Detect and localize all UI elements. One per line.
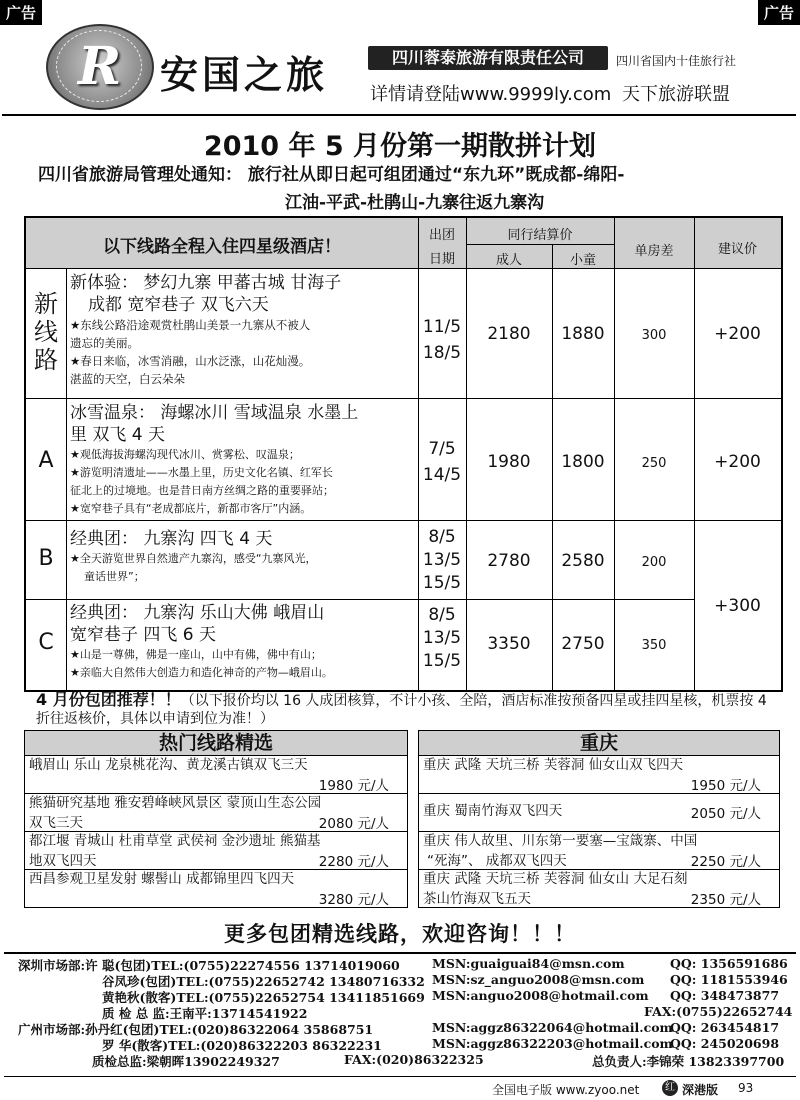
header-suggest: 建议价 [717,242,757,257]
ad-label-right: 广告 [758,0,800,25]
hot-route-price: 3280 元/人 [318,892,389,908]
header-price: 同行结算价 [507,228,573,243]
hot-route-item: 西昌参观卫星发射 螺髻山 成都锦里四飞四天 3280 元/人 [25,870,407,908]
header-date: 日期 [428,252,455,267]
price-adult: 1980 [487,452,531,472]
price-single: 250 [641,456,667,471]
cq-route-price: 2350 元/人 [690,892,761,908]
page-title: 2010 年 5 月份第一期散拼计划 [203,131,597,162]
route-title: 里 双飞 4 天 [70,425,166,445]
april-note: （以下报价均以 16 人成团核算，不计小孩、全陪，酒店标准按预备四星或挂四星核，机票按 4 折往返核价，具体以申请到位为准！） [36,693,767,727]
dates-b: 8/5 13/5 15/5 [422,527,462,593]
hot-route-price: 2080 元/人 [318,816,389,832]
more-routes-banner: 更多包团精选线路，欢迎咨询！！！ [224,922,576,946]
header-adult: 成人 [495,253,522,268]
route-title: 成都 宽窄巷子 双飞六天 [88,295,269,315]
price-suggest: +200 [714,324,761,344]
brand-name: 安国之旅 [160,52,329,97]
price-adult: 2780 [487,551,531,571]
route-note: 童话世界”； [84,570,145,583]
company-name: 四川蓉泰旅游有限责任公司 [368,46,608,70]
hot-route-price: 1980 元/人 [318,778,389,794]
header-child: 小童 [569,253,596,268]
price-child: 2580 [561,551,605,571]
price-single: 350 [641,638,667,653]
col-line [614,218,615,690]
cq-route-item: 重庆 蜀南竹海双飞四天 2050 元/人 [419,794,779,832]
route-note: ★游览明清遗址——水墨上里，历史文化名镇、红军长 [70,466,333,479]
chongqing-title: 重庆 [419,731,779,756]
cq-route-price: 1950 元/人 [690,778,761,794]
dates-new: 11/5 18/5 [422,317,462,363]
price-child: 2750 [561,634,605,654]
hot-routes-box [24,730,408,908]
contact-row: 广州市场部:孙丹红(包团)TEL:(020)86322064 35868751 MSN:aggz86322064@hotmail.com QQ: 263454817 [18,1020,780,1037]
price-adult: 2180 [487,324,531,344]
top-ten-badge: 四川省国内十佳旅行社 [616,54,737,68]
route-note: ★山是一尊佛，佛是一座山，山中有佛，佛中有山； [70,648,322,661]
contact-row: 黄艳秋(散客)TEL:(0755)22652754 13411851669 MSN:anguo2008@hotmail.com QQ: 348473877 [102,988,780,1005]
union-text: 天下旅游联盟 [622,84,730,105]
route-table [24,216,783,692]
price-suggest: +200 [714,452,761,472]
price-adult: 3350 [487,634,531,654]
hot-route-item: 熊猫研究基地 雅安碧峰峡风景区 蒙顶山生态公园 双飞三天 2080 元/人 [25,794,407,832]
hot-routes-title: 热门线路精选 [25,731,407,756]
april-title: 4 月份包团推荐！！ [36,690,181,709]
price-child: 1880 [561,324,605,344]
contact-row: 质 检 总 监:王南平:13714541922 FAX:(0755)22652744 [102,1004,793,1021]
website-link[interactable]: 详情请登陆www.9999ly.com [370,84,612,105]
contact-divider [4,952,796,954]
route-note: ★亲临大自然伟大创造力和造化神奇的产物—峨眉山。 [70,666,333,679]
route-title: 经典团： 九寨沟 四飞 4 天 [70,529,273,549]
row-label-c: C [38,630,54,655]
row-label-a: A [38,448,54,473]
header-single: 单房差 [634,244,674,259]
april-section [36,691,776,728]
route-note: 征北上的过境地。也是昔日南方丝绸之路的重要驿站； [70,484,334,497]
cq-route-price: 2250 元/人 [690,854,761,870]
row-content-a [70,402,416,518]
route-title: 宽窄巷子 四飞 6 天 [70,625,217,645]
row-label-new: 新 线 路 [34,290,58,374]
footer-edition: 全国电子版 www.zyoo.net [492,1083,640,1097]
cq-route-item: 重庆 武隆 天坑三桥 芙蓉洞 仙女山双飞四天 1950 元/人 [419,756,779,794]
price-single: 300 [641,328,667,343]
route-note: 遗忘的美丽。 [70,336,139,350]
dates-a: 7/5 14/5 [422,439,462,485]
hot-route-item: 都江堰 青城山 杜甫草堂 武侯祠 金沙遗址 熊猫基 地双飞四天 2280 元/人 [25,832,407,870]
cq-route-item: 重庆 武隆 天坑三桥 芙蓉洞 仙女山 大足石刻 茶山竹海双飞五天 2350 元/人 [419,870,779,908]
row-label-b: B [38,546,54,571]
route-note: 湛蓝的天空，白云朵朵 [70,372,185,386]
header-depart: 出团 [428,228,455,243]
row-line [466,244,614,245]
notice-line-2: 江油-平武-杜鹃山-九寨往返九寨沟 [285,193,545,213]
cq-route-item: 重庆 伟人故里、川东第一要塞—宝箴寨、中国 “死海”、 成都双飞四天 2250 元/人 [419,832,779,870]
ad-label-left: 广告 [0,0,42,25]
hot-route-price: 2280 元/人 [318,854,389,870]
price-child: 1800 [561,452,605,472]
hot-route-item: 峨眉山 乐山 龙泉桃花沟、黄龙溪古镇双飞三天 1980 元/人 [25,756,407,794]
row-content-new [70,272,416,388]
contact-row: 罗 华(散客)TEL:(020)86322203 86322231 MSN:aggz86322203@hotmail.com QQ: 245020698 [102,1036,780,1053]
row-line [26,520,781,521]
route-note: ★全天游览世界自然遗产九寨沟，感受“九寨风光， [70,552,317,565]
footer-badge-icon: 红 [662,1080,678,1096]
price-suggest-bc: +300 [714,596,761,616]
col-line [66,268,67,690]
contact-row: 深圳市场部:许 聪(包团)TEL:(0755)22274556 13714019060 MSN:guaiguai84@msn.com QQ: 1356591686 [18,956,788,973]
route-title: 新体验： 梦幻九寨 甲蕃古城 甘海子 [70,273,342,293]
route-note: ★春日来临，冰雪消融，山水泛涨，山花灿漫。 [70,354,311,368]
chongqing-box [418,730,780,908]
footer-section: 深港版 [682,1083,719,1097]
row-content-b [70,528,416,586]
route-note: ★宽窄巷子具有“老成都底片，新都市客厅”内涵。 [70,502,312,515]
notice-line-1: 四川省旅游局管理处通知： 旅行社从即日起可组团通过“东九环”既成都-绵阳- [38,165,625,185]
dates-c: 8/5 13/5 15/5 [422,605,462,671]
route-note: ★观低海拔海螺沟现代冰川、赏雾松、叹温泉； [70,448,300,461]
header-main: 以下线路全程入住四星级酒店！ [103,237,341,257]
route-title: 冰雪温泉： 海螺冰川 雪域温泉 水墨上 [70,403,359,423]
row-line [26,398,781,399]
row-content-c [70,602,416,682]
price-single: 200 [641,555,667,570]
logo-letter: R [78,36,122,97]
contact-row: 谷凤珍(包团)TEL:(0755)22652742 13480716332 MSN:sz_anguo2008@msn.com QQ: 1181553946 [102,972,788,989]
footer-divider [4,1076,796,1077]
contact-block [18,956,793,1069]
page-number: 93 [738,1081,754,1095]
route-title: 经典团： 九寨沟 乐山大佛 峨眉山 [70,603,325,623]
row-line [26,268,781,269]
row-line [26,599,694,600]
contact-row: 质检总监:梁朝晖13902249327 FAX:(020)86322325 总负责人:李锦荣 13823397700 [92,1052,785,1069]
cq-route-price: 2050 元/人 [690,806,761,822]
route-note: ★东线公路沿途观赏杜鹃山美景一九寨从不被人 [70,318,311,332]
